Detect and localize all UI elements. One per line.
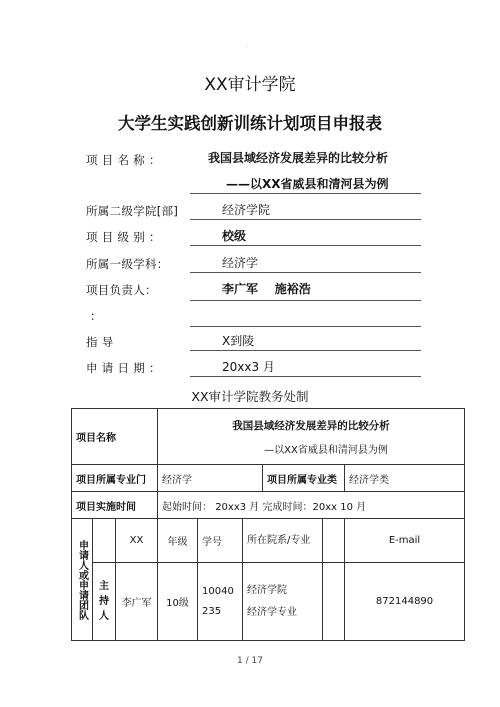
table-team-label: 申请人或申请团队 [72, 519, 93, 641]
leader-value: 李广军 施裕浩 [222, 282, 311, 296]
table-head-name: XX [116, 519, 158, 563]
application-table [71, 408, 465, 641]
discipline-underline [190, 272, 421, 273]
table-period-value: 起始时间： 20xx3 月 完成时间：20xx 10 月 [158, 492, 465, 519]
discipline-label: 所属一级学科： [86, 257, 169, 271]
table-row [72, 465, 465, 492]
table-member-college: 经济学院 [247, 584, 288, 596]
table-member-grade: 10级 [158, 563, 198, 641]
date-value: 20xx3 月 [222, 360, 275, 374]
advisor-underline [190, 350, 421, 351]
level-label: 项 目 级 别 ： [86, 230, 161, 244]
form-title: 大学生实践创新训练计划项目申报表 [118, 114, 382, 133]
table-member-blank [323, 563, 345, 641]
college-label: 所属二级学院[部] [86, 204, 179, 218]
table-project-name-line1: 我国县域经济发展差异的比较分析 [232, 419, 390, 432]
page-number: 1 / 17 [237, 656, 263, 666]
blank-underline [190, 326, 421, 327]
table-head-blank [323, 519, 345, 563]
project-name-line2: ——以XX省威县和清河县为例 [226, 177, 389, 191]
discipline-value: 经济学 [222, 256, 259, 270]
advisor-value: X到陵 [222, 334, 255, 348]
table-dept-label: 项目所属专业门 [72, 465, 158, 492]
date-label: 申 请 日 期 ： [86, 361, 161, 375]
leader-underline [190, 300, 421, 301]
table-head-dept: 所在院系/专业 [243, 519, 323, 563]
project-name-label: 项 目 名 称 ： [86, 153, 161, 167]
header-dot: · [246, 44, 248, 51]
table-project-name-label: 项目名称 [72, 409, 158, 465]
school-title: XX审计学院 [204, 75, 296, 95]
table-period-label: 项目实施时间 [72, 492, 158, 519]
table-member-email: 872144890 [345, 563, 465, 641]
issuing-office: XX审计学院教务处制 [191, 389, 309, 404]
date-underline [190, 376, 421, 377]
table-row [72, 563, 465, 641]
college-value: 经济学院 [222, 203, 271, 217]
project-name-line1: 我国县域经济发展差异的比较分析 [208, 151, 389, 165]
table-project-name-cell [158, 409, 465, 465]
college-underline [190, 219, 421, 220]
project-name-underline [190, 193, 421, 194]
table-row [72, 409, 465, 465]
table-major-value: 经济学类 [345, 465, 465, 492]
table-member-major: 经济学专业 [247, 606, 298, 618]
table-head-grade: 年级 [158, 519, 198, 563]
table-head-role [93, 519, 116, 563]
table-project-name-line2: —以XX省威县和清河县为例 [264, 444, 388, 456]
table-major-label: 项目所属专业类 [263, 465, 345, 492]
table-head-email: E-mail [345, 519, 465, 563]
colon-line: ： [90, 309, 102, 323]
table-dept-value: 经济学 [158, 465, 263, 492]
table-row [72, 519, 465, 563]
level-value: 校级 [222, 229, 247, 243]
table-row [72, 492, 465, 519]
leader-label: 项目负责人： [86, 283, 157, 297]
advisor-label: 指 导 [86, 335, 114, 349]
table-role: 主持人 [93, 563, 116, 641]
table-member-college-cell [243, 563, 323, 641]
table-member-name: 李广军 [116, 563, 158, 641]
table-member-id: 10040235 [198, 563, 243, 641]
level-underline [190, 245, 421, 246]
table-head-id: 学号 [198, 519, 243, 563]
